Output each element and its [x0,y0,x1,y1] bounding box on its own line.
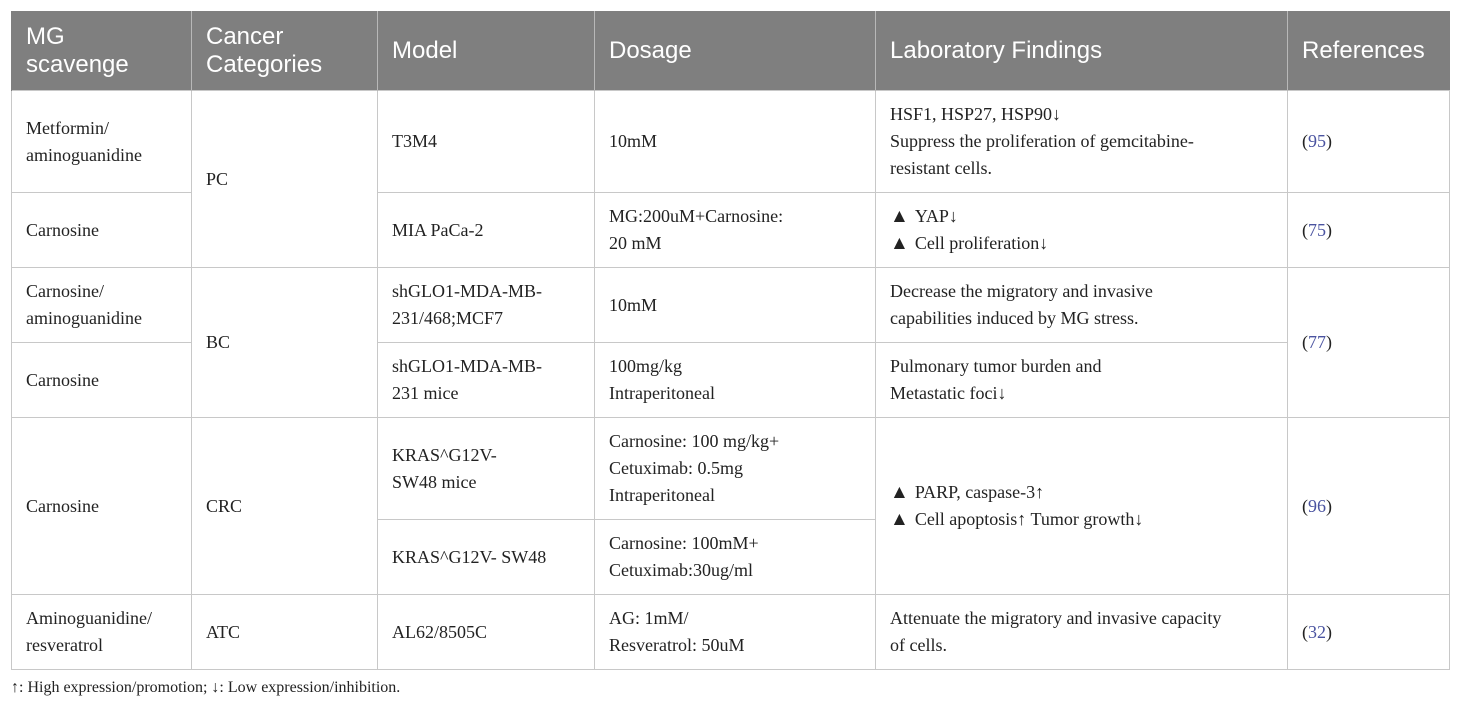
table-row [12,595,1450,670]
reference-cell: (95) [1288,91,1450,193]
findings-cell: Decrease the migratory and invasive capabilities induced by MG stress. [876,268,1288,343]
scavenger-cell: Carnosine/ aminoguanidine [12,268,192,343]
header-row [12,11,1450,91]
dosage-cell: 100mg/kg Intraperitoneal [595,343,876,418]
category-cell-atc: ATC [192,595,378,670]
model-cell: shGLO1-MDA-MB- 231 mice [378,343,595,418]
reference-cell: (75) [1288,193,1450,268]
header-cancer-categories: Cancer Categories [192,11,378,91]
dosage-cell: Carnosine: 100 mg/kg+ Cetuximab: 0.5mg Intraperitoneal [595,418,876,520]
header-references: References [1288,11,1450,91]
table-row [12,418,1450,520]
reference-link[interactable]: 77 [1308,332,1326,352]
scavenger-cell-crc: Carnosine [12,418,192,595]
scavenger-cell: Metformin/ aminoguanidine [12,91,192,193]
model-cell: shGLO1-MDA-MB- 231/468;MCF7 [378,268,595,343]
reference-link[interactable]: 96 [1308,495,1326,516]
findings-cell: ▲ YAP↓ ▲ Cell proliferation↓ [876,193,1288,268]
dosage-cell: Carnosine: 100mM+ Cetuximab:30ug/ml [595,520,876,595]
triangle-bullet-icon: ▲ [890,482,909,503]
dosage-cell: 10mM [595,91,876,193]
category-cell-pc: PC [192,91,378,268]
header-mg-scavenge: MG scavenge [12,11,192,91]
table-row [12,91,1450,193]
triangle-bullet-icon: ▲ [890,509,909,530]
model-cell: MIA PaCa-2 [378,193,595,268]
triangle-bullet-icon: ▲ [890,206,909,227]
model-cell: AL62/8505C [378,595,595,670]
data-table [11,11,1450,670]
scavenger-cell: Carnosine [12,193,192,268]
scavenger-cell: Aminoguanidine/ resveratrol [12,595,192,670]
dosage-cell: MG:200uM+Carnosine: 20 mM [595,193,876,268]
reference-link[interactable]: 75 [1308,219,1326,240]
header-dosage: Dosage [595,11,876,91]
reference-link[interactable]: 32 [1308,621,1326,642]
table-row [12,268,1450,343]
model-cell: KRAS^G12V- SW48 [378,520,595,595]
dosage-cell: AG: 1mM/ Resveratrol: 50uM [595,595,876,670]
scavenger-cell: Carnosine [12,343,192,418]
reference-link[interactable]: 95 [1308,131,1326,151]
header-model: Model [378,11,595,91]
findings-cell-crc: ▲ PARP, caspase-3↑ ▲ Cell apoptosis↑ Tumor growth↓ [876,418,1288,595]
table-footnote: ↑: High expression/promotion; ↓: Low expression/inhibition. [11,679,401,696]
dosage-cell: 10mM [595,268,876,343]
model-cell: KRAS^G12V- SW48 mice [378,418,595,520]
reference-cell: (77) [1288,268,1450,418]
findings-cell: HSF1, HSP27, HSP90↓ Suppress the proliferation of gemcitabine- resistant cells. [876,91,1288,193]
category-cell-crc: CRC [192,418,378,595]
category-cell-bc: BC [192,268,378,418]
triangle-bullet-icon: ▲ [890,233,909,254]
header-laboratory-findings: Laboratory Findings [876,11,1288,91]
reference-cell: (32) [1288,595,1450,670]
findings-cell: Pulmonary tumor burden and Metastatic foci↓ [876,343,1288,418]
findings-cell: Attenuate the migratory and invasive capacity of cells. [876,595,1288,670]
reference-cell: (96) [1288,418,1450,595]
model-cell: T3M4 [378,91,595,193]
